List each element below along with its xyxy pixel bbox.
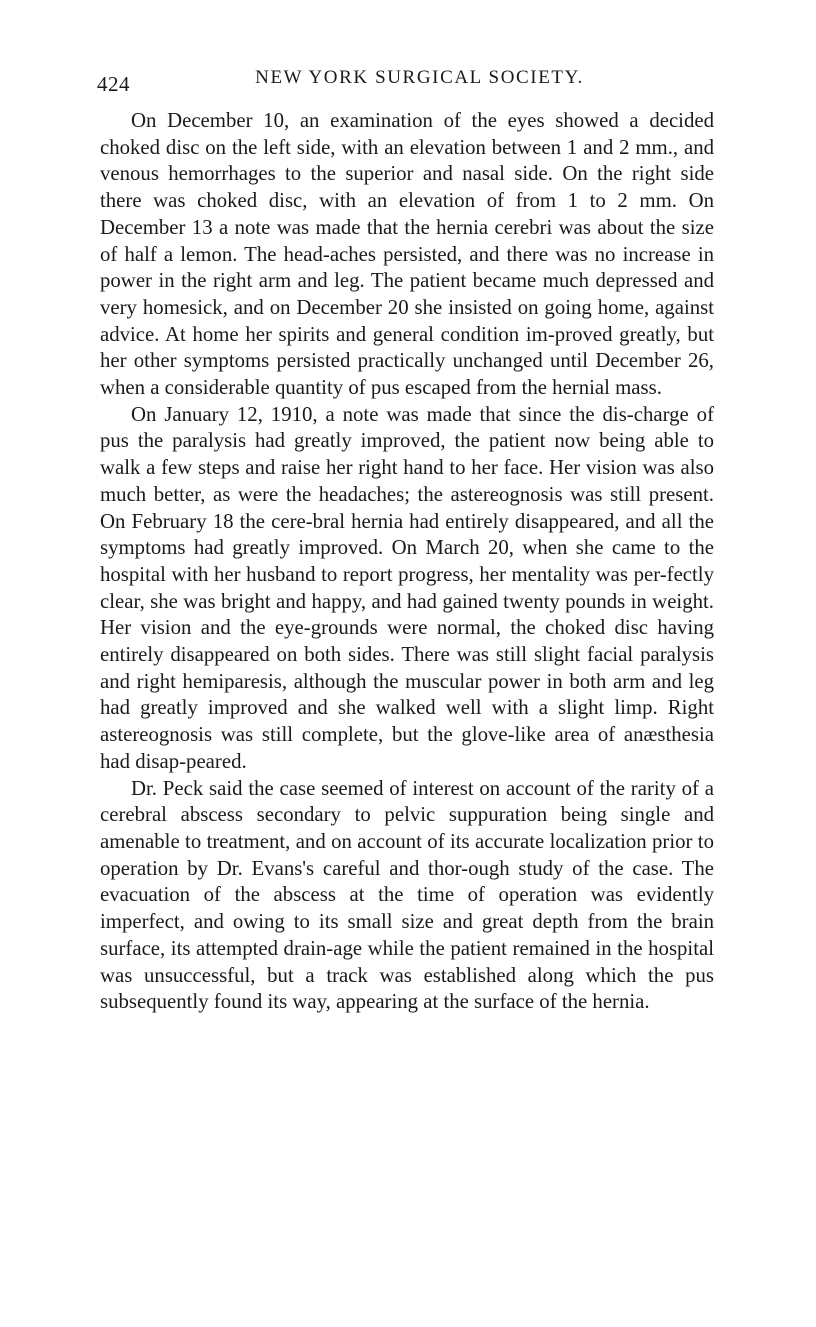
paragraph-eye-examination: On December 10, an examination of the eyes showed a decided choked disc on the left side, with an elevation between 1 and 2 mm., and venous hemorrhages to the superior and nasal side. On the right side there was choked disc, with an elevation of from 1 to 2 mm. On December 13 a note was made that the hernia cerebri was about the size of half a lemon. The head-aches persisted, and there was no increase in power in the right arm and leg. The patient became much depressed and very homesick, and on December 20 she insisted on going home, against advice. At home her spirits and general condition im-proved greatly, but her other symptoms persisted practically unchanged until December 26, when a considerable quantity of pus escaped from the hernial mass.: [100, 109, 714, 400]
paragraph-january-followup: On January 12, 1910, a note was made that since the dis-charge of pus the paralysis had greatly improved, the patient now being able to walk a few steps and raise her right hand to her face. Her vision was also much better, as were the headaches; the astereognosis was still present. On February 18 the cere-bral hernia had entirely disappeared, and all the symptoms had greatly improved. On March 20, when she came to the hospital with her husband to report progress, her mentality was per-fectly clear, she was bright and happy, and had gained twenty pounds in weight. Her vision and the eye-grounds were normal, the choked disc having entirely disappeared on both sides. There was still slight facial paralysis and right hemiparesis, although the muscular power in both arm and leg had greatly improved and she walked well with a slight limp. Right astereognosis was still complete, but the glove-like area of anæsthesia had disap-peared.: [100, 402, 714, 773]
paragraph-dr-peck-remarks: Dr. Peck said the case seemed of interest on account of the rarity of a cerebral abscess secondary to pelvic suppuration being single and amenable to treatment, and on account of its accurate localization prior to operation by Dr. Evans's careful and thor-ough study of the case. The evacuation of the abscess at the time of operation was evidently imperfect, and owing to its small size and great depth from the brain surface, its attempted drain-age while the patient remained in the hospital was unsuccessful, but a track was established along which the pus subsequently found its way, appearing at the surface of the hernia.: [100, 776, 714, 1014]
body-text: [100, 108, 714, 1016]
page-number: 424: [97, 72, 130, 96]
running-title: NEW YORK SURGICAL SOCIETY.: [255, 67, 584, 88]
running-header: [97, 64, 714, 94]
